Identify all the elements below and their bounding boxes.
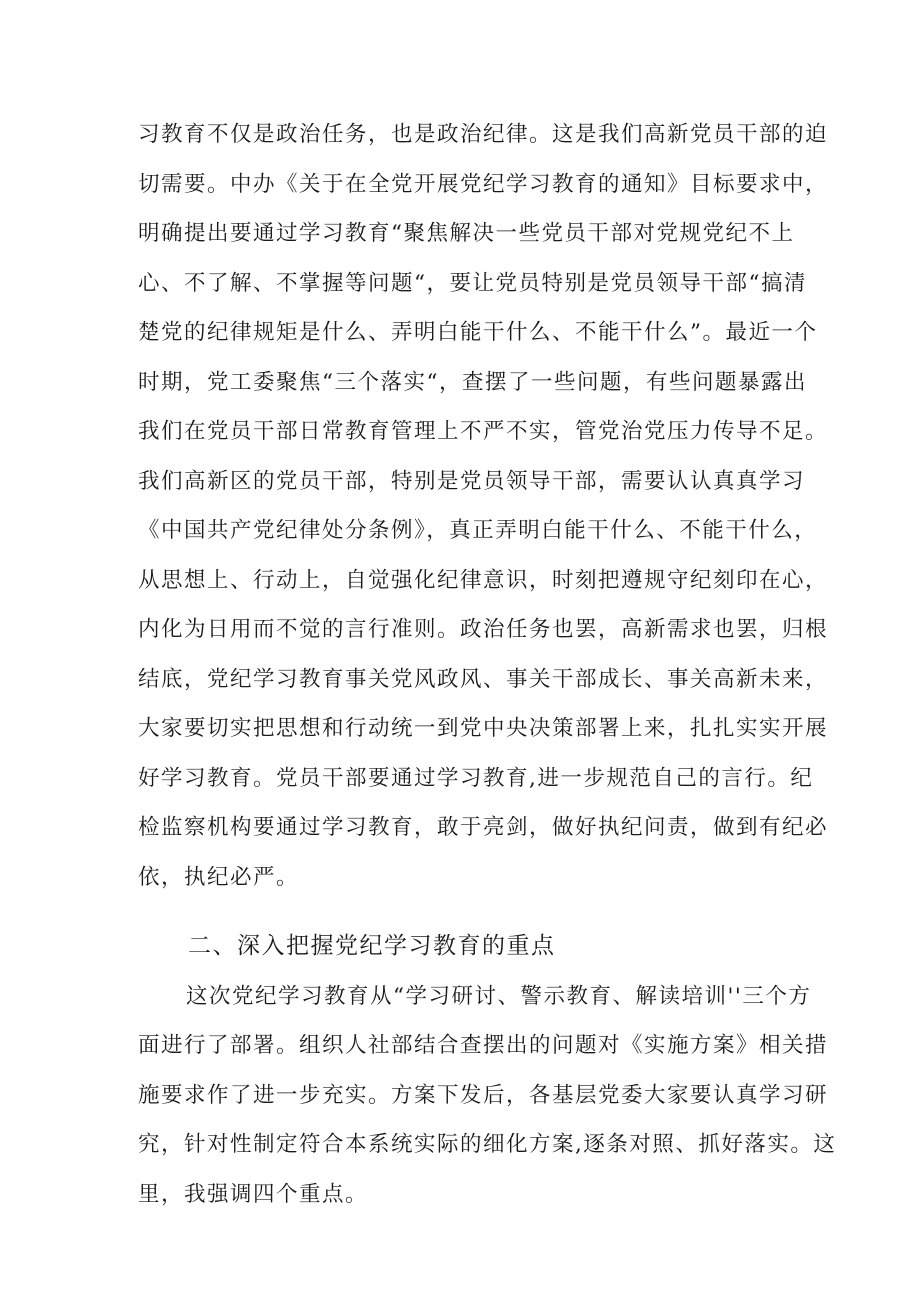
text-line: 施要求作了进一步充实。方案下发后，各基层党委大家要认真学习研 [138,1082,829,1108]
section-heading: 二、深入把握党纪学习教育的重点 [188,933,556,959]
text-line: 究，针对性制定符合本系统实际的细化方案,逐条对照、抓好落实。这 [138,1132,837,1157]
text-line: 这次党纪学习教育从“学习研讨、警示教育、解读培训''三个方 [186,983,812,1009]
text-line: 明确提出要通过学习教育“聚焦解决一些党员干部对党规党纪不上 [138,221,795,246]
text-line: 心、不了解、不掌握等问题“，要让党员特别是党员领导干部“搞清 [138,270,807,296]
text-line: 我们在党员干部日常教育管理上不严不实，管党治党压力传导不足。 [138,419,829,444]
text-line: 大家要切实把思想和行动统一到党中央决策部署上来，扎扎实实开展 [138,716,829,741]
text-line: 习教育不仅是政治任务，也是政治纪律。这是我们高新党员干部的迫 [138,122,829,147]
text-line: 楚党的纪律规矩是什么、弄明白能干什么、不能干什么”。最近一个 [138,320,818,345]
text-line: 检监察机构要通过学习教育，敢于亮剑，做好执纪问责，做到有纪必 [138,815,829,840]
text-line: 从思想上、行动上，自觉强化纪律意识，时刻把遵规守纪刻印在心， [138,567,829,593]
text-line: 内化为日用而不觉的言行准则。政治任务也罢，高新需求也罢，归根 [138,617,829,642]
paragraph-1 [138,110,829,902]
text-line: 依，执纪必严。 [138,864,300,890]
text-line: 里，我强调四个重点。 [138,1181,369,1207]
paragraph-2 [138,972,837,1220]
text-line: 结底，党纪学习教育事关党风政风、事关干部成长、事关高新未来， [138,666,829,692]
text-line: 切需要。中办《关于在全党开展党纪学习教育的通知》目标要求中， [138,171,829,197]
text-line: 时期，党工委聚焦“三个落实“，查摆了一些问题，有些问题暴露出 [138,369,807,395]
text-line: 好学习教育。党员干部要通过学习教育,进一步规范自己的言行。纪 [138,765,814,791]
text-line: 面进行了部署。组织人社部结合查摆出的问题对《实施方案》相关措 [138,1033,829,1058]
text-line: 《中国共产党纪律处分条例》，真正弄明白能干什么、不能干什么， [138,518,818,543]
text-line: 我们高新区的党员干部，特别是党员领导干部，需要认认真真学习 [138,468,806,494]
document-body [138,110,837,1219]
